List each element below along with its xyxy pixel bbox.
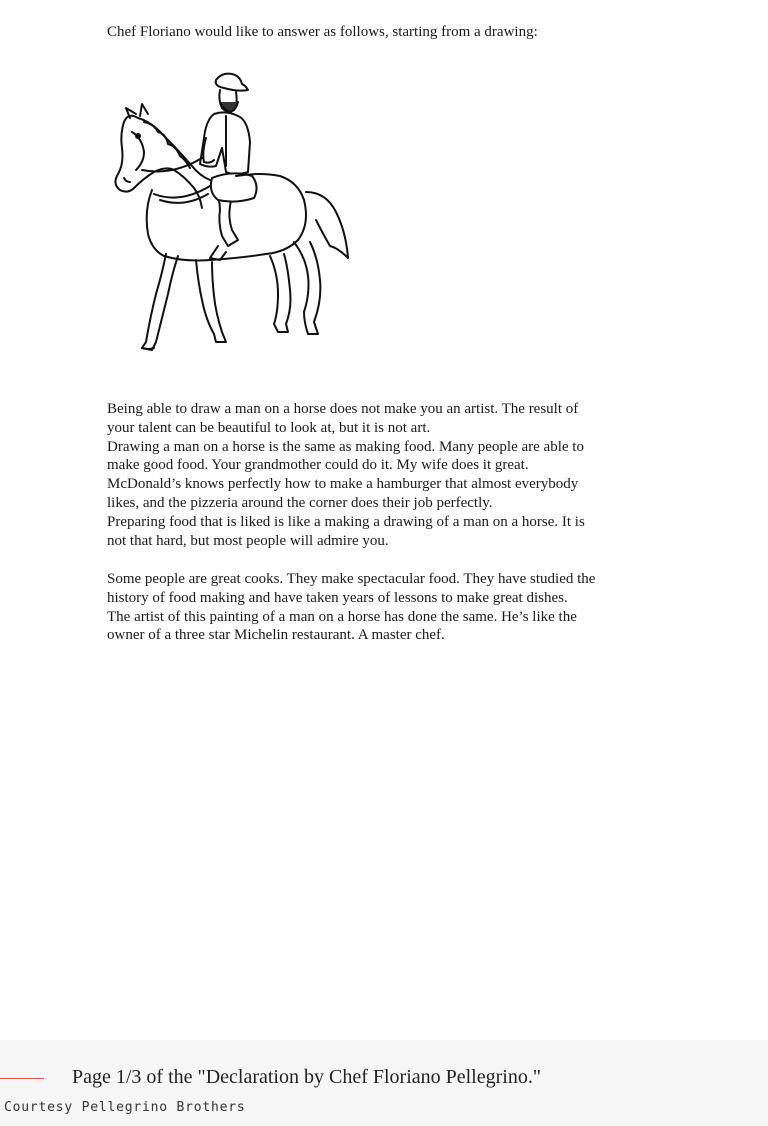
- man-on-horse-drawing: [108, 66, 360, 362]
- photo-credit: Courtesy Pellegrino Brothers: [4, 1100, 246, 1115]
- paragraph-1-line: not that hard, but most people will admire you.: [107, 532, 389, 549]
- paragraph-1-line: Drawing a man on a horse is the same as making food. Many people are able to: [107, 438, 584, 455]
- paragraph-1-line: your talent can be beautiful to look at, but it is not art.: [107, 419, 431, 436]
- image-caption: [0, 1040, 768, 1126]
- paragraph-2-line: The artist of this painting of a man on a horse has done the same. He’s like the: [107, 608, 577, 625]
- paragraph-2: [107, 570, 707, 645]
- paragraph-1-line: Being able to draw a man on a horse does not make you an artist. The result of: [107, 401, 579, 417]
- paragraph-1: [107, 400, 707, 550]
- paragraph-1-line: Preparing food that is liked is like a making a drawing of a man on a horse. It is: [107, 513, 585, 530]
- paragraph-1-line: McDonald’s knows perfectly how to make a hamburger that almost everybody: [107, 476, 579, 493]
- intro-line: Chef Floriano would like to answer as follows, starting from a drawing:: [107, 24, 538, 40]
- paragraph-1-line: likes, and the pizzeria around the corner does their job perfectly.: [107, 494, 493, 511]
- paragraph-2-line: owner of a three star Michelin restaurant. A master chef.: [107, 627, 445, 644]
- caption-accent-rule: [0, 1078, 44, 1079]
- paragraph-2-line: Some people are great cooks. They make spectacular food. They have studied the: [107, 571, 596, 587]
- caption-text: Page 1/3 of the "Declaration by Chef Floriano Pellegrino.": [72, 1066, 541, 1088]
- paragraph-2-line: history of food making and have taken years of lessons to make great dishes.: [107, 589, 568, 606]
- paragraph-1-line: make good food. Your grandmother could do it. My wife does it great.: [107, 457, 529, 474]
